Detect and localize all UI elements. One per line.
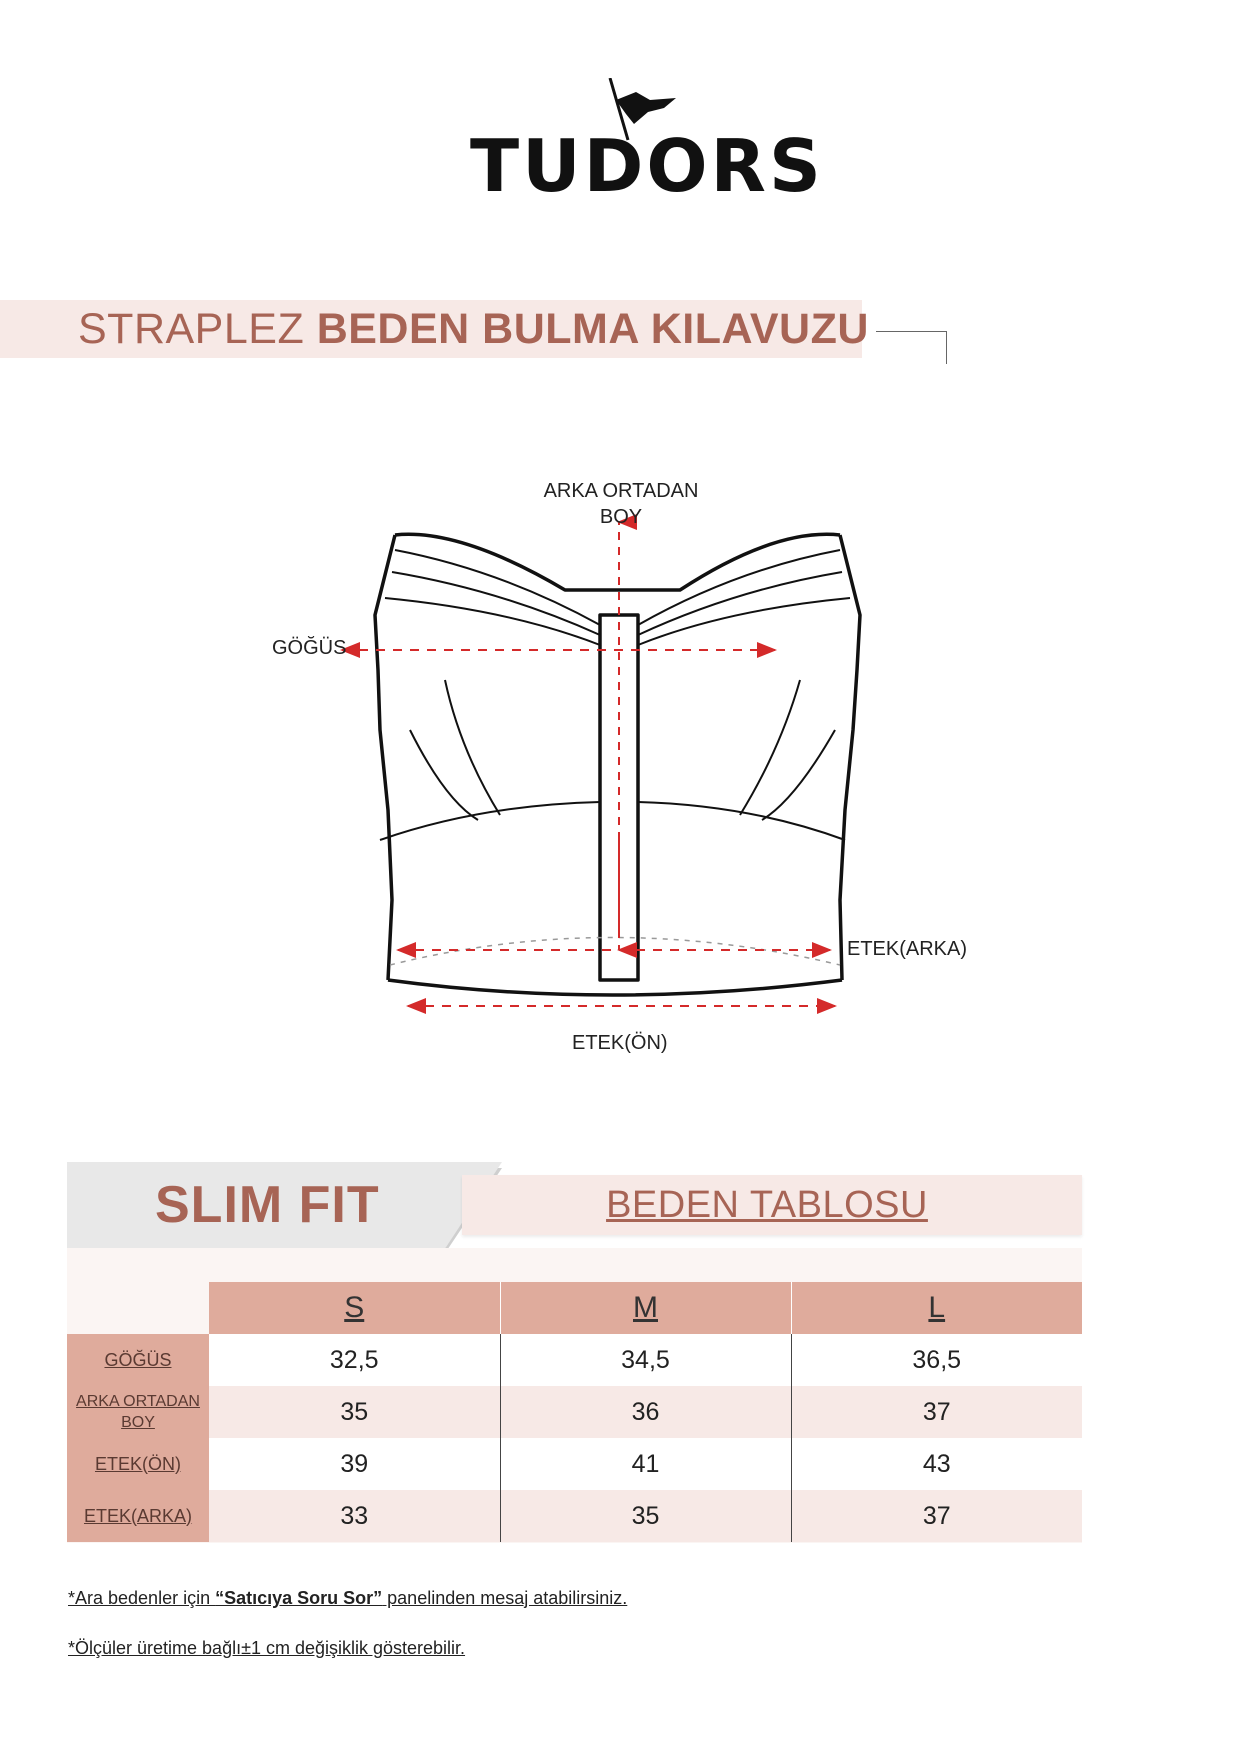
table-cell: 37 (791, 1386, 1082, 1438)
size-header-row (67, 1282, 1082, 1334)
size-table (67, 1282, 1082, 1542)
note1-pre: *Ara bedenler için (68, 1588, 216, 1608)
chest-label: GÖĞÜS (272, 637, 347, 659)
table-row (67, 1438, 1082, 1490)
table-row (67, 1334, 1082, 1386)
fit-label: SLIM FIT (155, 1176, 380, 1234)
hem-front-label: ETEK(ÖN) (572, 1032, 668, 1054)
table-cell: 39 (209, 1438, 500, 1490)
table-cell: 34,5 (500, 1334, 791, 1386)
header-blank-cell (67, 1282, 209, 1334)
brand-logo (470, 78, 824, 208)
table-row (67, 1386, 1082, 1438)
row-label-hem-back: ETEK(ARKA) (67, 1490, 209, 1542)
table-title: BEDEN TABLOSU (606, 1184, 928, 1226)
hem-inner-line (390, 938, 840, 966)
table-cell: 36 (500, 1386, 791, 1438)
table-cell: 35 (209, 1386, 500, 1438)
brand-name: TUDORS (470, 124, 824, 208)
table-cell: 36,5 (791, 1334, 1082, 1386)
size-header-m: M (500, 1282, 791, 1334)
note1-bold: “Satıcıya Soru Sor” (215, 1588, 383, 1608)
title-main: BEDEN BULMA KILAVUZU (316, 305, 869, 353)
title-prefix: STRAPLEZ (78, 305, 305, 353)
footnote-intermediate-sizes (68, 1588, 627, 1609)
footnote-tolerance: *Ölçüler üretime bağlı±1 cm değişiklik gösterebilir. (68, 1638, 466, 1658)
garment-diagram (272, 480, 980, 1070)
garment-outline (375, 534, 860, 995)
title-corner-line (876, 331, 947, 364)
table-cell: 35 (500, 1490, 791, 1542)
table-row (67, 1490, 1082, 1542)
table-cell: 41 (500, 1438, 791, 1490)
back-length-label-line2: BOY (599, 506, 643, 528)
hem-back-label: ETEK(ARKA) (847, 938, 968, 960)
size-header-s: S (209, 1282, 500, 1334)
strapless-top-drawing (280, 510, 980, 1070)
page-title (78, 300, 869, 358)
note1-post: panelinden mesaj atabilirsiniz. (382, 1588, 628, 1608)
table-cell: 32,5 (209, 1334, 500, 1386)
table-cell: 43 (791, 1438, 1082, 1490)
back-length-label (536, 478, 706, 530)
size-header-l: L (791, 1282, 1082, 1334)
table-cell: 37 (791, 1490, 1082, 1542)
title-band (0, 300, 869, 358)
garment-details (380, 550, 850, 840)
row-label-hem-front: ETEK(ÖN) (67, 1438, 209, 1490)
row-label-chest: GÖĞÜS (67, 1334, 209, 1386)
row-label-back-length: ARKA ORTADAN BOY (67, 1386, 209, 1438)
table-cell: 33 (209, 1490, 500, 1542)
back-length-label-line1: ARKA ORTADAN (543, 480, 699, 502)
